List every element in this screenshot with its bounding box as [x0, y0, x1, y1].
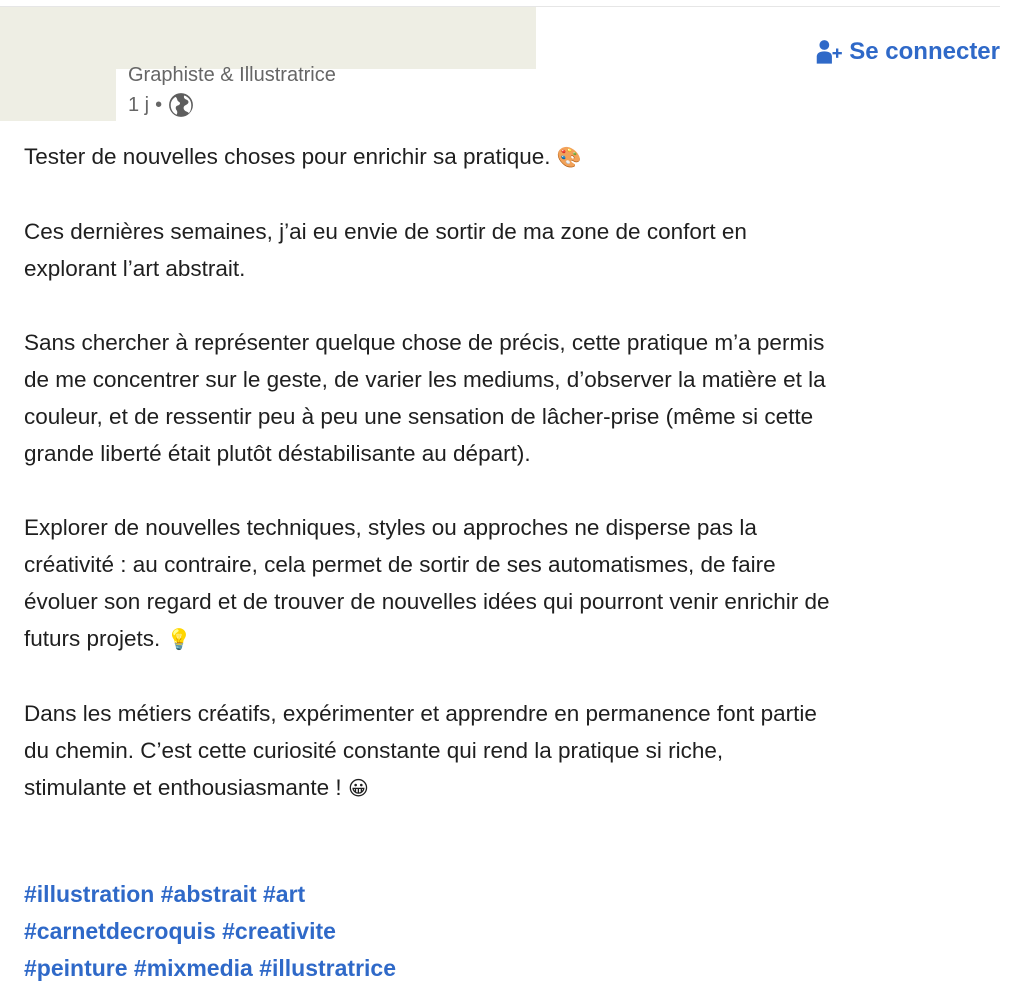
redacted-avatar	[0, 69, 116, 121]
globe-icon	[168, 92, 194, 118]
post-line: explorant l’art abstrait.	[24, 256, 246, 281]
hashtag-link[interactable]: #mixmedia	[133, 955, 253, 981]
meta-separator: •	[155, 93, 163, 116]
post-line: Sans chercher à représenter quelque chose de précis, cette pratique m’a permis	[24, 330, 825, 355]
connect-label: Se connecter	[849, 38, 1000, 65]
post-line: de me concentrer sur le geste, de varier les mediums, d’observer la matière et la	[24, 367, 826, 392]
post-line: du chemin. C’est cette curiosité constante qui rend la pratique si riche,	[24, 738, 724, 763]
hashtag-link[interactable]: #abstrait	[160, 881, 257, 907]
lightbulb-icon: 💡	[166, 627, 192, 651]
hashtag-row	[24, 913, 396, 950]
connect-button[interactable]	[815, 38, 1000, 66]
post-meta	[128, 92, 194, 118]
post-line: Dans les métiers créatifs, expérimenter et apprendre en permanence font partie	[24, 701, 817, 726]
post-paragraph	[24, 213, 1004, 287]
post-line: couleur, et de ressentir peu à peu une sensation de lâcher-prise (même si cette	[24, 404, 814, 429]
hashtag-link[interactable]: #creativite	[222, 918, 336, 944]
post-paragraph	[24, 695, 1004, 807]
post-line: futurs projets.	[24, 626, 161, 651]
post-line: Ces dernières semaines, j’ai eu envie de sortir de ma zone de confort en	[24, 219, 747, 244]
post-line: créativité : au contraire, cela permet de sortir de ses automatismes, de faire	[24, 552, 776, 577]
post-paragraph	[24, 509, 1004, 658]
hashtag-row	[24, 876, 396, 913]
redacted-author-name	[0, 7, 536, 69]
hashtag-list	[24, 876, 396, 987]
post-line: grande liberté était plutôt déstabilisante au départ).	[24, 441, 531, 466]
hashtag-link[interactable]: #art	[263, 881, 306, 907]
person-add-icon	[815, 38, 843, 66]
hashtag-link[interactable]: #illustration	[24, 881, 155, 907]
hashtag-link[interactable]: #peinture	[24, 955, 128, 981]
post-text	[24, 138, 1004, 807]
post-time: 1 j	[128, 93, 150, 116]
post-paragraph	[24, 138, 1004, 176]
post-line: Tester de nouvelles choses pour enrichir sa pratique.	[24, 144, 551, 169]
hashtag-link[interactable]: #illustratrice	[259, 955, 397, 981]
hashtag-row	[24, 950, 396, 987]
palette-icon: 🎨	[556, 145, 582, 169]
hashtag-link[interactable]: #carnetdecroquis	[24, 918, 216, 944]
post-line: stimulante et enthousiasmante !	[24, 775, 342, 800]
smile-icon: 😀	[347, 776, 369, 800]
post-paragraph	[24, 324, 1004, 472]
post-line: évoluer son regard et de trouver de nouvelles idées qui pourront venir enrichir de	[24, 589, 830, 614]
author-subtitle: Graphiste & Illustratrice	[128, 64, 336, 86]
post-line: Explorer de nouvelles techniques, styles ou approches ne disperse pas la	[24, 515, 757, 540]
